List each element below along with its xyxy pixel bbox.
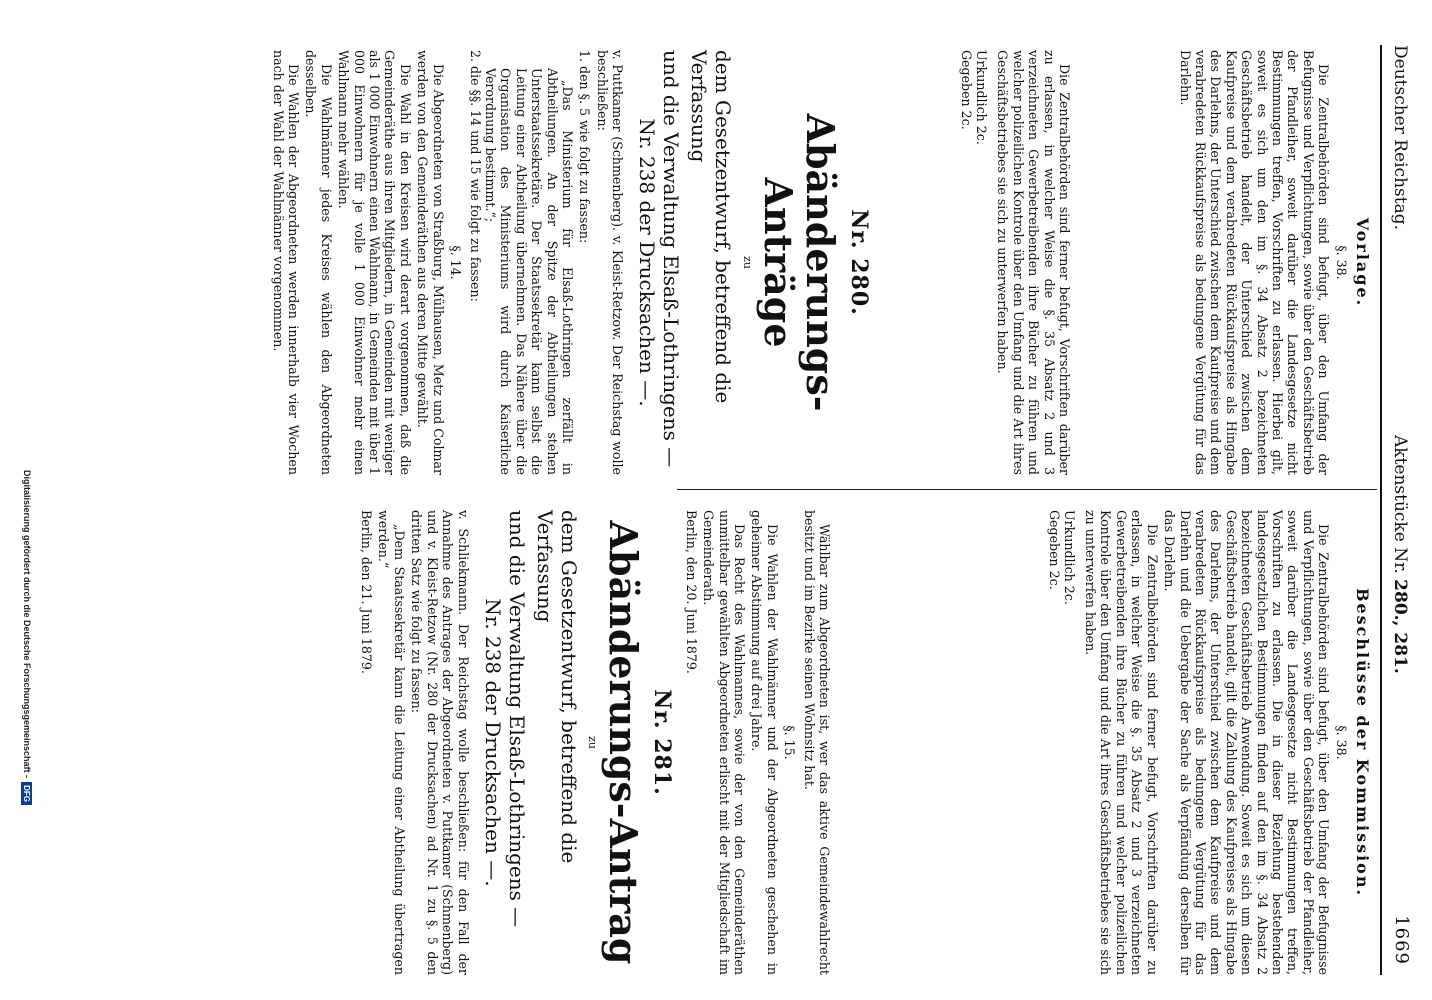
amendment-item: 1. den §. 5 wie folgt zu fassen: <box>577 50 593 244</box>
paragraph-text: Die Wahl in den Kreisen wird derart vorgenommen, daß die Gemeinderäthe aus ihren Mitgliedern, in Gemeinden mit weniger als 1 000 Einwohnern einen Wahlmann, in Gemeinden mit über 1 000 Einwohnern für je volle 1 000 Einwohner mehr einen Wahlmann mehr wählen. <box>336 50 413 475</box>
right-lower-section <box>357 510 832 975</box>
subtitle-line: Nr. 238 der Drucksachen —. <box>635 118 660 407</box>
header-center <box>1390 435 1410 674</box>
closing-line: Gegeben 2c. <box>959 50 975 130</box>
paragraph-text: Die Zentralbehörden sind befugt, über den Umfang der Befugnisse und Verpflichtungen, sowie über den Geschäftsbetrieb der Pfandleiher, soweit darüber die Landesgesetze nicht Bestimmungen treffen, Vorschriften zu erlassen. Die in dieser Beziehung bestehenden landesgesetzlichen Bestimmungen finden auf den im §. 34 Absatz 2 bezeichneten Geschäftsbetrieb Anwendung. Soweit es sich um diesen Geschäftsbetrieb handelt, gilt die Zahlung des Kaufpreises als Hingabe des Darlehns, der Unterschied zwischen dem Kaufpreise und dem verabredeten Rückkaufspreise als bedungene Vergütung für das Darlehn und die Uebergabe der Sache als Verpfändung derselben für das Darlehn. <box>1162 510 1332 975</box>
nr-281-label: Nr. 281. <box>649 689 676 796</box>
kommission-heading: Beschlüsse der Kommission. <box>1353 587 1372 898</box>
paragraph-text: Die Zentralbehörden sind ferner befugt, Vorschriften darüber zu erlassen, in welcher Weise die §. 35 Absatz 2 und 3 verzeichneten Gewerbetreibenden ihre Bücher zu führen und welcher polizeilichen Kontrole über den Umfang und die Art ihres Geschäftsbetriebes sie sich zu unterwerfen haben. <box>995 50 1073 475</box>
nr-280-title: Abänderungs-Anträge <box>755 113 843 412</box>
quote-text: „Das Ministerium für Elsaß-Lothringen zerfällt in Abtheilungen. An der Spitze der Abtheilungen stehen Unterstaatssekretäre. Der Staatssekretär kann selbst die Leitung einer Abtheilung übernehmen. Das Nähere über die Organisation des Ministeriums wird durch Kaiserliche Verordnung bestimmt.“; <box>482 68 575 475</box>
date-line: Berlin, den 21. Juni 1879. <box>359 510 375 674</box>
nr-281-title: Abänderungs-Antrag <box>600 520 646 965</box>
right-column <box>1047 510 1372 975</box>
paragraph-text: Die Zentralbehörden sind befugt, über den Umfang der Befugnisse und Verpflichtungen, sowie über den Geschäftsbetrieb der Pfandleiher, soweit darüber die Landesgesetze nicht Bestimmungen treffen, Vorschriften zu erlassen. Hierbei gilt, soweit es sich um den im §. 34 Absatz 2 bezeichneten Geschäftsbetrieb handelt, der Unterschied zwischen dem Kaufpreise und dem verabredeten Rückkaufspreise als Hingabe des Darlehns, der Unterschied zwischen dem Kaufpreise und dem verabredeten Rückkaufspreise als bedungene Vergütung für das Darlehn. <box>1177 50 1332 475</box>
subtitle-line: Nr. 238 der Drucksachen —. <box>480 598 505 887</box>
paragraph-text: Die Zentralbehörden sind ferner befugt, Vorschriften darüber zu erlassen, in welcher Weise die §. 35 Absatz 2 und 3 verzeichneten Gewerbetreibenden ihre Bücher zu führen und welcher polizeilichen Kontrole über den Umfang und die Art ihres Geschäftsbetriebes sie sich zu unterwerfen haben. <box>1083 510 1160 975</box>
closing-line: Gegeben 2c. <box>1046 510 1062 590</box>
subtitle-line: dem Gesetzentwurf, betreffend die Verfassung <box>532 510 581 864</box>
page-header <box>1380 45 1412 975</box>
subtitle-line: dem Gesetzentwurf, betreffend die Verfassung <box>687 50 736 404</box>
header-center-numbers: 280., 281. <box>1390 579 1410 674</box>
digitization-text: Digitalisierung gefördert durch die Deutsche Forschungsgemeinschaft - <box>22 470 32 779</box>
header-center-prefix: Aktenstücke Nr. <box>1390 435 1410 574</box>
amendment-item: 2. die §§. 14 und 15 wie folgt zu fassen: <box>467 50 483 302</box>
amendment-intro: v. Puttkamer (Schmenberg). v. Kleist-Retzow. Der Reichstag wolle beschließen: <box>594 50 626 475</box>
motion-text: v. Schliekmann. Der Reichstag wolle beschließen: für den Fall der Annahme des Antrages der Abgeordneten v. Puttkamer (Schmenberg) und v. Kleist-Retzow (Nr. 280 der Drucksachen) ad Nr. 1 zu §. 5 den dritten Satz wie folgt zu fassen: <box>409 510 471 975</box>
amendment-quote <box>483 50 575 475</box>
vorlage-heading: Vorlage. <box>1353 217 1372 308</box>
paragraph-label: §. 38. <box>1333 725 1349 760</box>
nr-280-label: Nr. 280. <box>846 209 872 316</box>
subtitle-line: und die Verwaltung Elsaß-Lothringens — <box>659 50 684 468</box>
closing-block <box>959 50 989 475</box>
paragraph-text: Das Recht des Wahlmannes, sowie der von den Gemeinderäthen unmittelbar gewählten Abgeordneten erlischt mit der Mitgliedschaft im Gemeinderath. <box>701 510 747 975</box>
paragraph-text: Wählbar zum Abgeordneten ist, wer das aktive Gemeindewahlrecht besitzt und im Bezirke seinen Wohnsitz hat. <box>801 510 832 975</box>
paragraph-text: Die Wahlen der Abgeordneten werden innerhalb vier Wochen nach der Wahl der Wahlmänner vorgenommen. <box>270 50 302 475</box>
paragraph-text: Die Wahlen der Wahlmänner und der Abgeordneten geschehen in geheimer Abstimmung auf drei Jahre. <box>749 510 780 975</box>
column-divider <box>677 489 1377 490</box>
paragraph-label: §. 15. <box>782 725 798 760</box>
paragraph-text: Die Wahlmänner jedes Kreises wählen den Abgeordneten desselben. <box>303 50 334 475</box>
header-left: Deutscher Reichstag. <box>1390 45 1410 230</box>
dfg-logo: DFG <box>21 782 32 805</box>
page-number: 1669 <box>1391 915 1412 965</box>
nr-280-section <box>268 50 872 475</box>
subtitle-line: und die Verwaltung Elsaß-Lothringens — <box>504 510 529 928</box>
closing-line: Urkundlich 2c. <box>974 50 990 145</box>
zu-label: zu <box>585 736 599 749</box>
digitization-note <box>21 470 32 990</box>
amendment-block <box>270 50 625 475</box>
paragraph-label: §. 38. <box>1333 245 1349 280</box>
closing-line: Urkundlich 2c. <box>1061 510 1077 605</box>
motion-quote: „Dem Staatssekretär kann die Leitung einer Abtheilung übertragen werden.“ <box>376 510 407 975</box>
closing-block <box>1047 510 1077 975</box>
date-line: Berlin, den 20. Juni 1879. <box>683 510 699 674</box>
paragraph-label: §. 14. <box>448 245 464 280</box>
left-column <box>959 50 1372 475</box>
paragraph-text: Die Abgeordneten von Straßburg, Mülhausen, Metz und Colmar werden von den Gemeinderäthen aus deren Mitte gewählt. <box>415 50 446 475</box>
zu-label: zu <box>740 256 754 269</box>
